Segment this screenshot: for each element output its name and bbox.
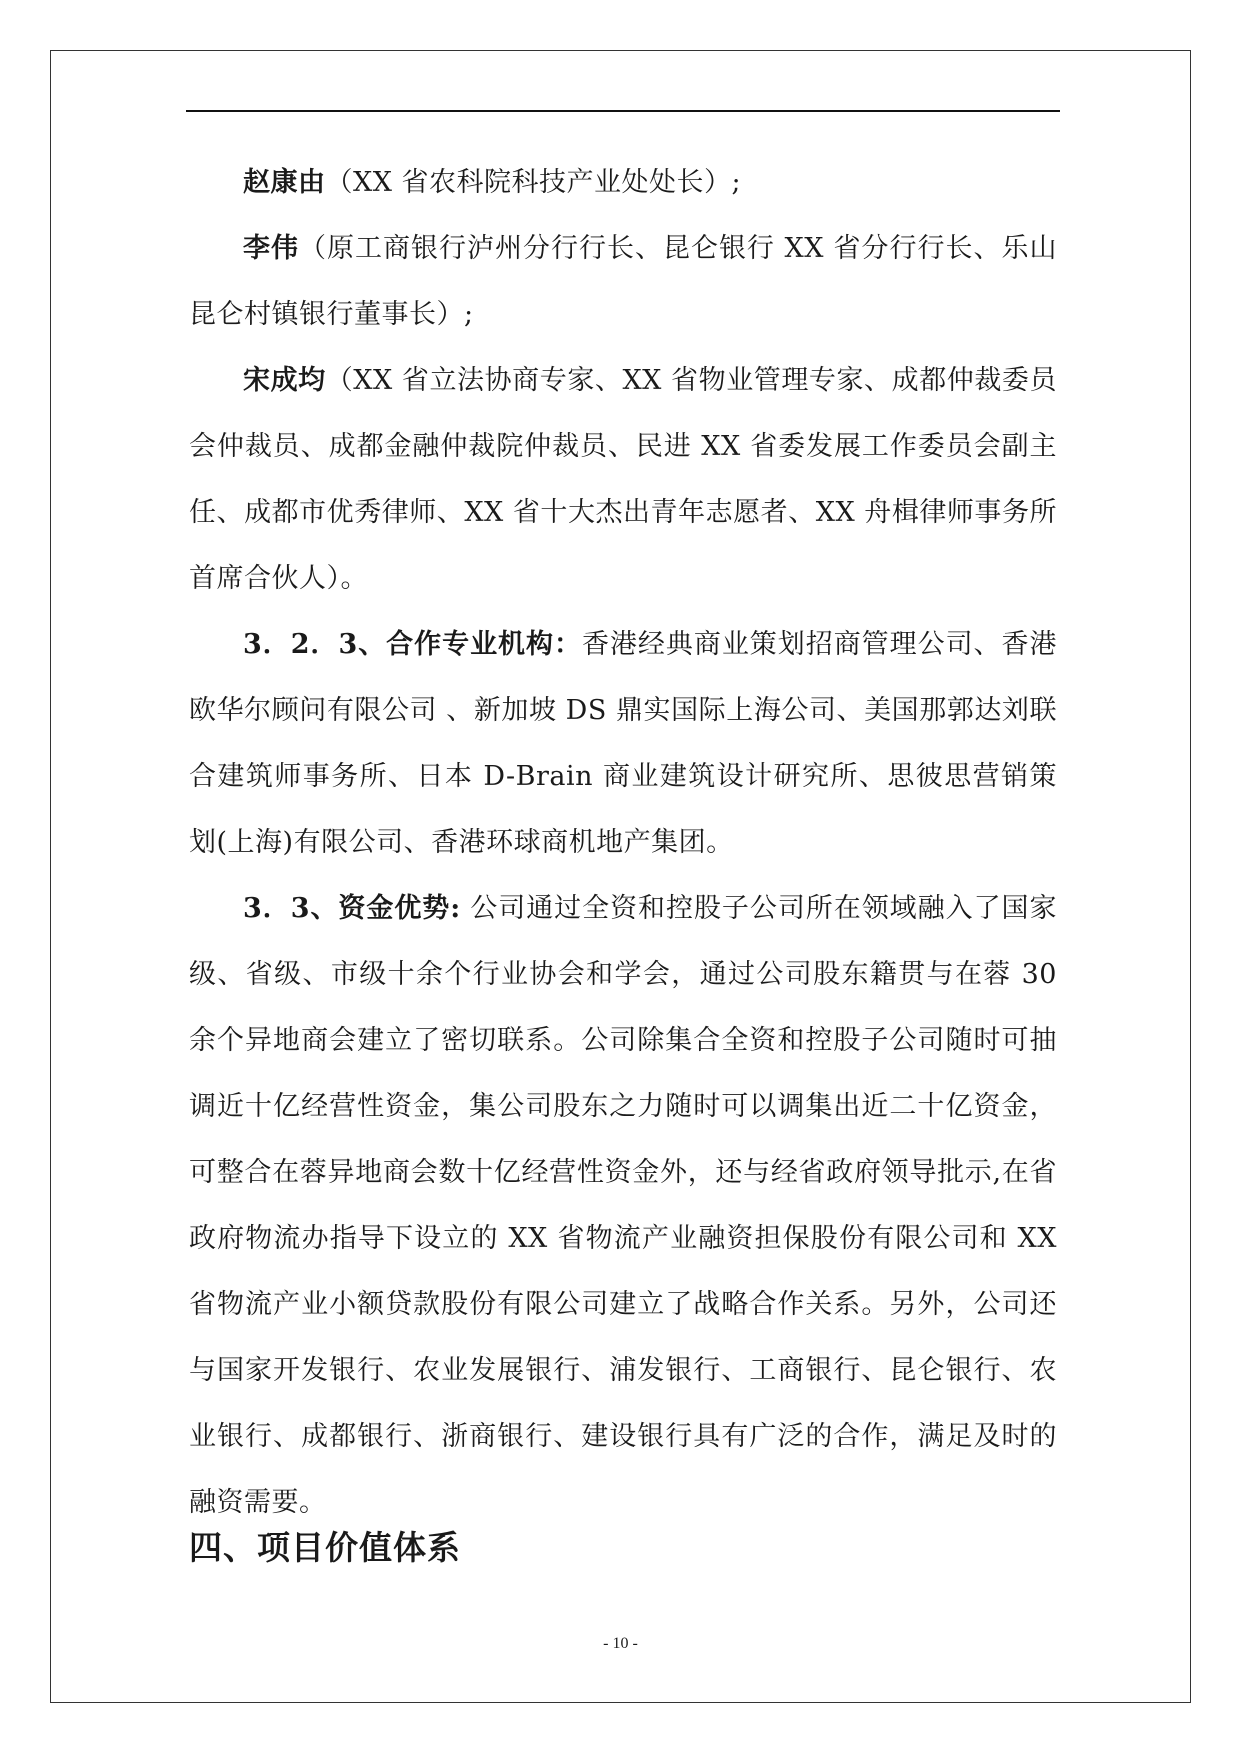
paragraph-text: 香港经典商业策划招商管理公司、香港欧华尔顾问有限公司 、新加坡 DS 鼎实国际上海公司、美国那郭达刘联合建筑师事务所、日本 D-Brain 商业建筑设计研究所、思彼思营销策划(上海)有限公司、香港环球商机地产集团。 <box>189 629 1057 858</box>
subsection-label: 3．2．3、合作专业机构： <box>243 629 582 660</box>
subsection-label: 3．3、资金优势: <box>243 893 461 924</box>
paragraph-text: （XX 省农科院科技产业处处长）; <box>325 167 742 198</box>
paragraph-text: （XX 省立法协商专家、XX 省物业管理专家、成都仲裁委员会仲裁员、成都金融仲裁院仲裁员、民进 XX 省委发展工作委员会副主任、成都市优秀律师、XX 省十大杰出青年志愿者、XX 舟楫律师事务所首席合伙人）。 <box>189 365 1057 594</box>
paragraph-zhao-kangyou <box>189 150 1057 216</box>
paragraph-text: （原工商银行泸州分行行长、昆仑银行 XX 省分行行长、乐山昆仑村镇银行董事长）; <box>189 233 1058 330</box>
body-text <box>189 150 1057 1536</box>
person-name: 赵康由 <box>243 167 326 198</box>
header-rule <box>186 110 1060 112</box>
paragraph-text: 公司通过全资和控股子公司所在领域融入了国家级、省级、市级十余个行业协会和学会，通过公司股东籍贯与在蓉 30 余个异地商会建立了密切联系。公司除集合全资和控股子公司随时可抽调近十亿经营性资金，集公司股东之力随时可以调集出近二十亿资金，可整合在蓉异地商会数十亿经营性资金外，还与经省政府领导批示,在省政府物流办指导下设立的 XX 省物流产业融资担保股份有限公司和 XX 省物流产业小额贷款股份有限公司建立了战略合作关系。另外，公司还与国家开发银行、农业发展银行、浦发银行、工商银行、昆仑银行、农业银行、成都银行、浙商银行、建设银行具有广泛的合作，满足及时的融资需要。 <box>189 893 1057 1518</box>
page-number: - 10 - <box>603 1635 638 1652</box>
paragraph-funding-advantage <box>189 876 1057 1536</box>
person-name: 李伟 <box>243 233 299 264</box>
paragraph-partner-institutions <box>189 612 1057 876</box>
paragraph-li-wei <box>189 216 1057 348</box>
section-heading: 四、项目价值体系 <box>189 1528 461 1567</box>
paragraph-song-chengjun <box>189 348 1057 612</box>
person-name: 宋成均 <box>243 365 326 396</box>
